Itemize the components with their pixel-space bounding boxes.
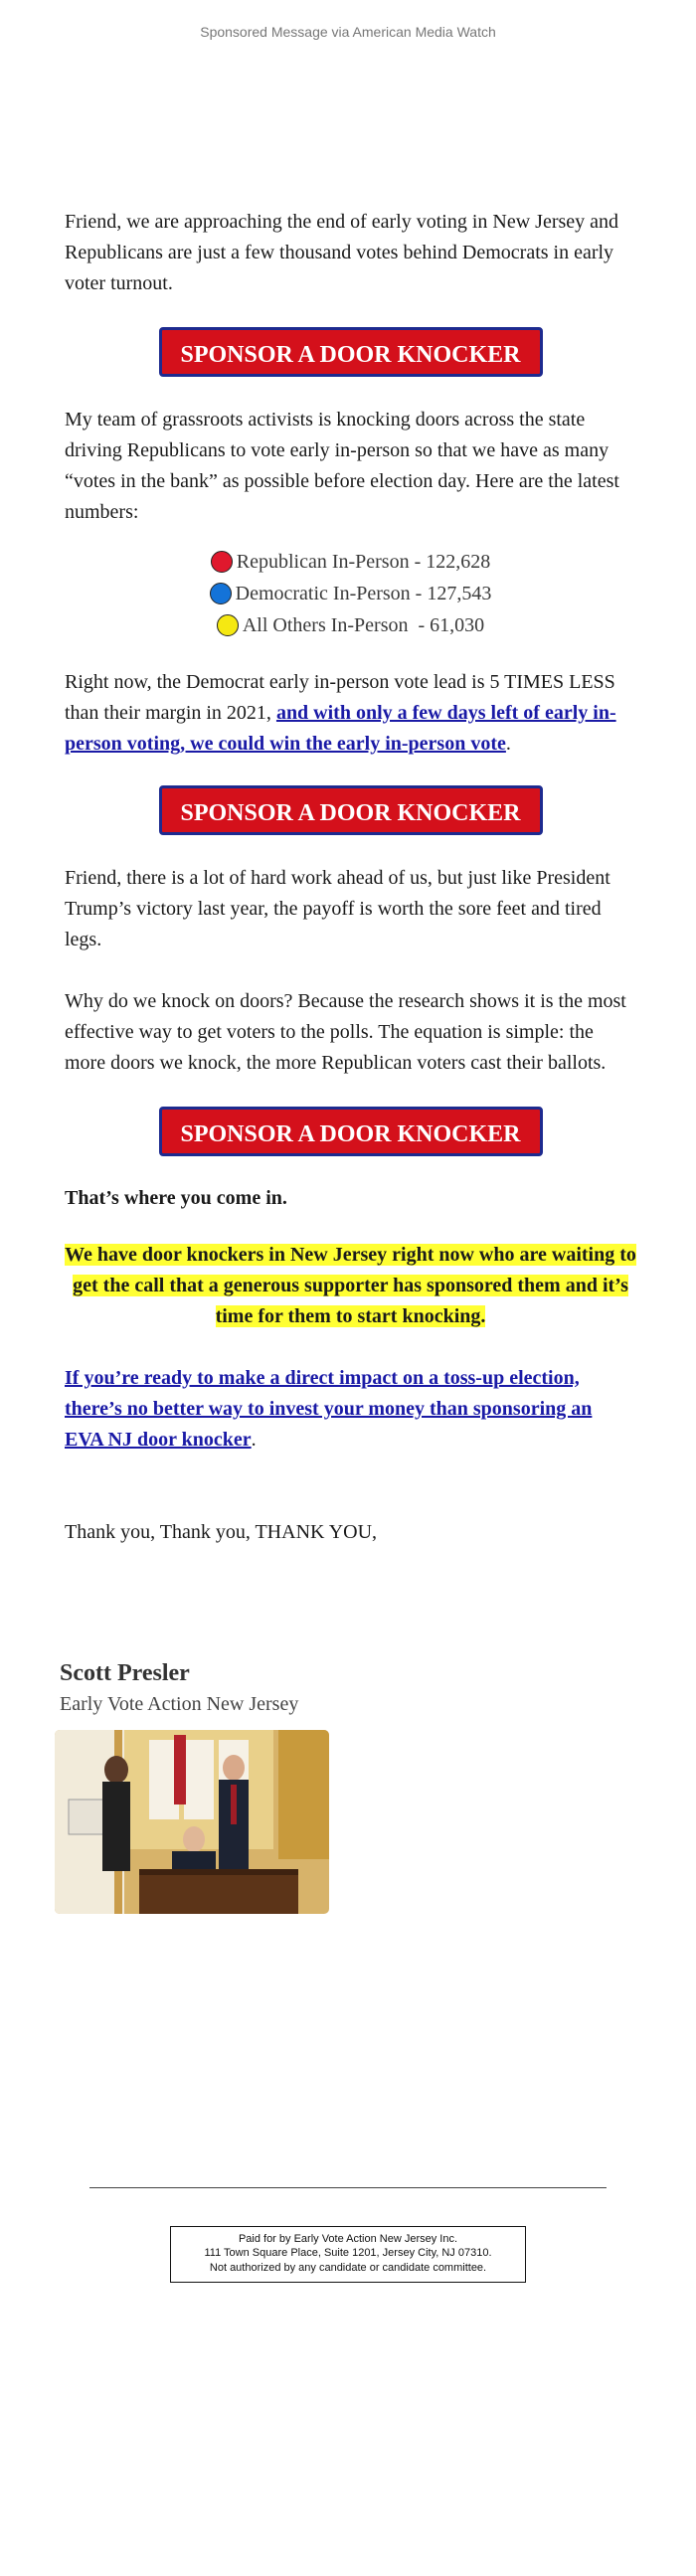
lead-paragraph <box>65 667 636 760</box>
lead-end: . <box>505 733 511 755</box>
signature-name: Scott Presler <box>60 1660 190 1686</box>
stat-others <box>65 609 636 641</box>
email-body <box>65 199 636 1548</box>
red-circle-icon <box>211 551 233 573</box>
stat-republican-label: Republican In-Person - 122,628 <box>236 551 491 573</box>
disclaimer-line-2: 111 Town Square Place, Suite 1201, Jersey City, NJ 07310. <box>204 2247 492 2260</box>
stat-democratic-label: Democratic In-Person - 127,543 <box>235 583 492 604</box>
highlighted-text: We have door knockers in New Jersey right now who are waiting to get the call that a generous supporter has sponsored them and it’s time for them to start knocking. <box>65 1244 636 1327</box>
disclaimer-line-1: Paid for by Early Vote Action New Jersey Inc. <box>238 2233 458 2245</box>
disclaimer-line-3: Not authorized by any candidate or candidate committee. <box>209 2261 487 2274</box>
intro-paragraph: Friend, we are approaching the end of early voting in New Jersey and Republicans are just a few thousand votes behind Democrats in early voter turnout. <box>65 211 619 294</box>
highlight-paragraph <box>65 1240 636 1332</box>
stat-others-label: All Others In-Person - 61,030 <box>242 614 485 636</box>
early-vote-stats <box>65 546 636 641</box>
team-paragraph: My team of grassroots activists is knocking doors across the state driving Republicans to vote early in-person so that we have as many “votes in the bank” as possible before election day. Here are the latest numbers: <box>65 409 619 523</box>
why-paragraph: Why do we knock on doors? Because the research shows it is the most effective way to get voters to the polls. The equation is simple: the more doors we knock, the more Republican voters cast their ballots. <box>65 990 626 1074</box>
blue-circle-icon <box>210 583 232 604</box>
lead-text: Right now, the Democrat early in-person vote lead is 5 TIMES LESS than their margin in 2021, <box>65 671 615 724</box>
early-vote-link[interactable]: and with only a few days left of early in-person voting, we could win the early in-person vote <box>65 702 616 755</box>
stat-republican <box>65 546 636 578</box>
signature <box>60 1660 298 1716</box>
oval-office-photo <box>55 1730 329 1914</box>
sponsor-eva-nj-link[interactable]: If you’re ready to make a direct impact on a toss-up election, there’s no better way to invest your money than sponsoring an EVA NJ door knocker <box>65 1367 593 1451</box>
stat-democratic <box>65 578 636 609</box>
hard-work-paragraph: Friend, there is a lot of hard work ahead of us, but just like President Trump’s victory last year, the payoff is worth the sore feet and tired legs. <box>65 867 610 950</box>
come-in-text: That’s where you come in. <box>65 1187 287 1209</box>
signature-org: Early Vote Action New Jersey <box>60 1693 299 1715</box>
sponsored-message-header: Sponsored Message via American Media Watch <box>200 24 496 40</box>
thanks-text: Thank you, Thank you, THANK YOU, <box>65 1521 378 1543</box>
invest-paragraph <box>65 1363 636 1456</box>
paid-for-disclaimer <box>170 2226 526 2283</box>
invest-end: . <box>251 1429 257 1451</box>
sponsor-door-knocker-button[interactable]: SPONSOR A DOOR KNOCKER <box>159 785 543 835</box>
footer-divider <box>89 2187 607 2188</box>
yellow-circle-icon <box>217 614 239 636</box>
sponsor-door-knocker-button[interactable]: SPONSOR A DOOR KNOCKER <box>159 327 543 377</box>
sponsor-door-knocker-button[interactable]: SPONSOR A DOOR KNOCKER <box>159 1107 543 1156</box>
